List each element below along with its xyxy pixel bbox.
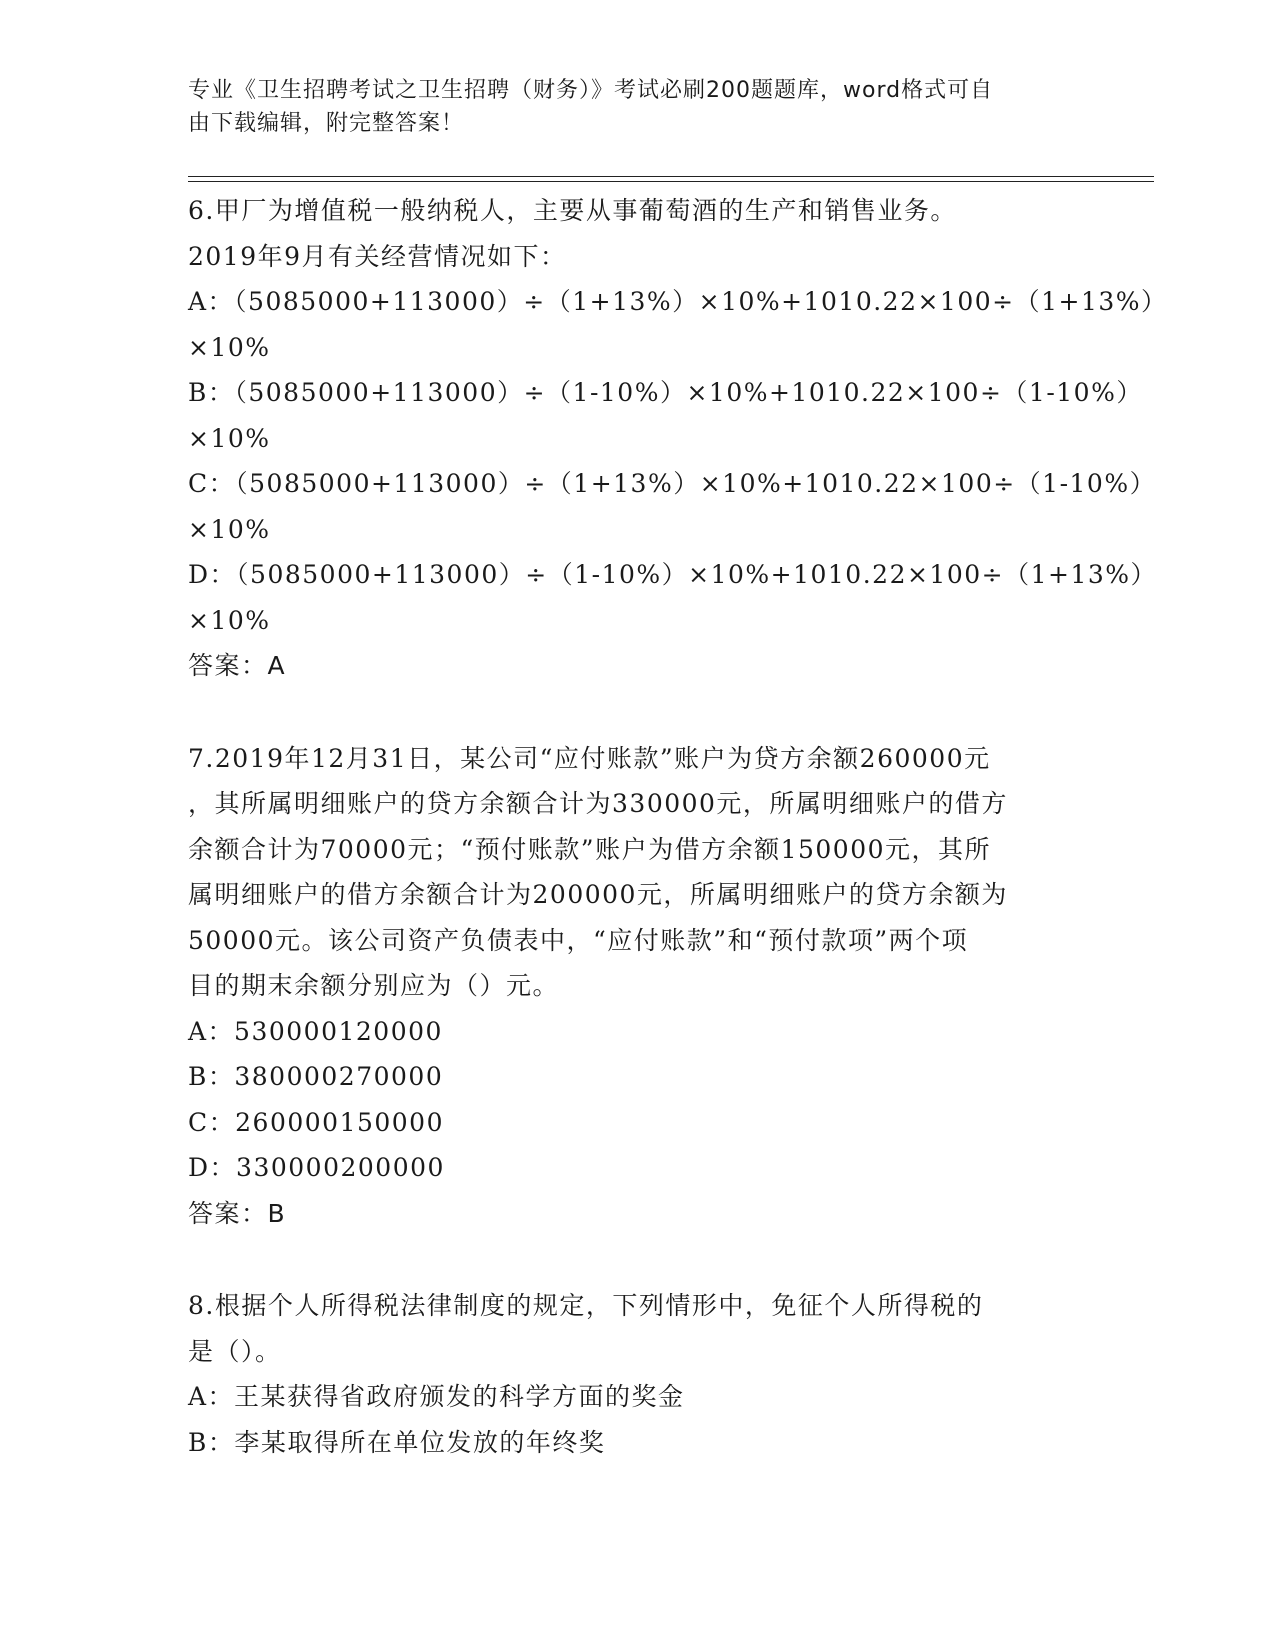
header-line-2: 由下载编辑，附完整答案！ [188,111,465,136]
header-rule-bottom [188,181,1154,182]
question-line: ，其所属明细账户的贷方余额合计为330000元，所属明细账户的借方 [188,789,1008,818]
option-b-continued: ×10% [188,423,271,453]
option-a-continued: ×10% [188,332,271,362]
option-c-continued: ×10% [188,514,271,544]
question-6 [188,188,1168,689]
option-a: A：王某获得省政府颁发的科学方面的奖金 [188,1382,685,1411]
option-c: C：260000150000 [188,1107,444,1137]
answer-label: 答案：B [188,1198,287,1228]
option-a: A：530000120000 [188,1016,443,1046]
question-line: 7.2019年12月31日，某公司“应付账款”账户为贷方余额260000元 [188,743,991,773]
question-line: 目的期末余额分别应为（）元。 [188,971,560,1000]
question-8 [188,1283,1088,1465]
question-line: 是（）。 [188,1336,282,1366]
question-line: 2019年9月有关经营情况如下： [188,241,567,271]
question-line: 属明细账户的借方余额合计为200000元，所属明细账户的贷方余额为 [188,880,1008,909]
question-7 [188,736,1088,1237]
option-c: C：（5085000+113000）÷（1+13%）×10%+1010.22×100÷（1-10%） [188,469,1157,498]
option-a: A：（5085000+113000）÷（1+13%）×10%+1010.22×100÷（1+13%） [188,287,1168,316]
option-d: D：330000200000 [188,1153,445,1182]
answer-label: 答案：A [188,651,287,680]
document-header [188,74,1068,140]
question-line: 余额合计为70000元；“预付账款”账户为借方余额150000元，其所 [188,834,992,864]
option-d-continued: ×10% [188,605,271,635]
question-list [188,188,1168,1512]
question-line: 50000元。该公司资产负债表中，“应付账款”和“预付款项”两个项 [188,925,969,955]
header-line-1: 专业《卫生招聘考试之卫生招聘（财务）》考试必刷200题题库，word格式可自 [188,78,994,103]
option-d: D：（5085000+113000）÷（1-10%）×10%+1010.22×100÷（1+13%） [188,560,1158,589]
question-line: 6.甲厂为增值税一般纳税人，主要从事葡萄酒的生产和销售业务。 [188,196,957,225]
option-b: B：380000270000 [188,1062,444,1091]
option-b: B：李某取得所在单位发放的年终奖 [188,1427,606,1457]
question-line: 8.根据个人所得税法律制度的规定，下列情形中，免征个人所得税的 [188,1291,984,1320]
header-rule-top [188,176,1154,177]
option-b: B：（5085000+113000）÷（1-10%）×10%+1010.22×100÷（1-10%） [188,378,1143,407]
